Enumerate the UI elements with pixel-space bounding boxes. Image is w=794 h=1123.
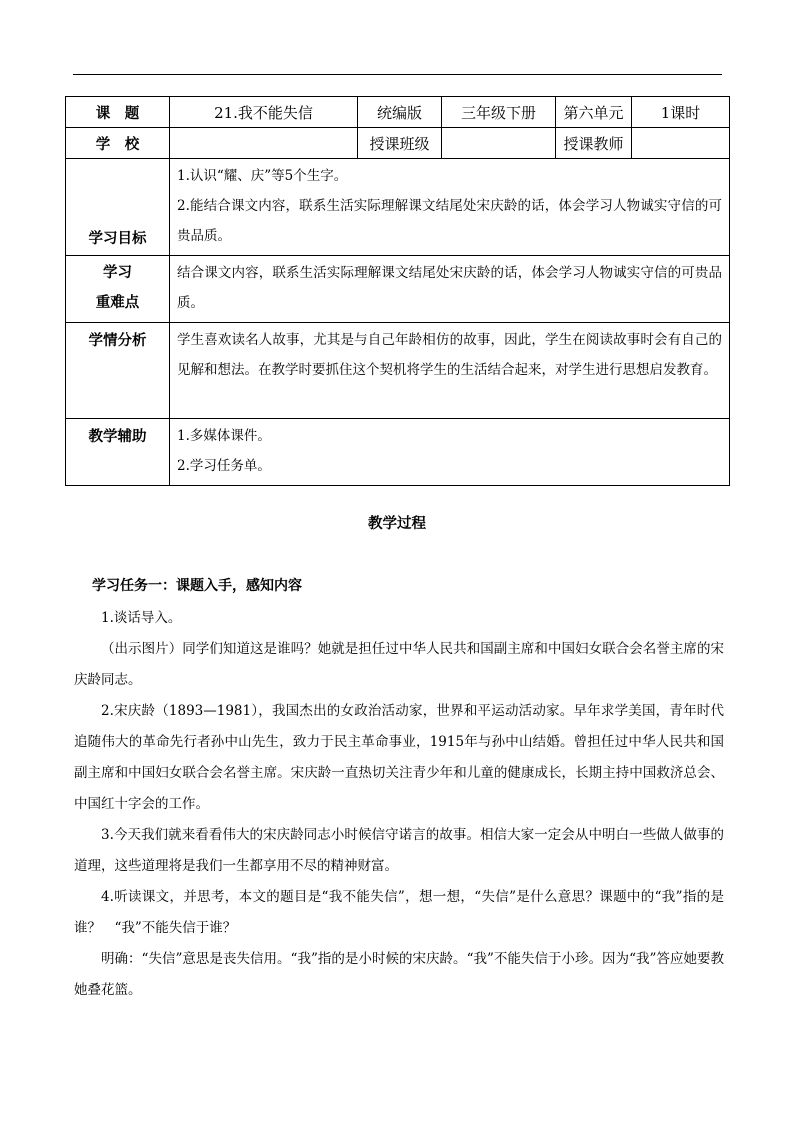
table-row — [66, 159, 730, 256]
key-points-text: 结合课文内容，联系生活实际理解课文结尾处宋庆龄的话，体会学习人物诚实守信的可贵品质。 — [177, 265, 722, 311]
table-row — [66, 323, 730, 419]
hours-value: 1课时 — [632, 97, 730, 128]
process-paragraph: （出示图片）同学们知道这是谁吗？她就是担任过中华人民共和国副主席和中国妇女联合会名誉主席的宋庆龄同志。 — [74, 641, 724, 688]
school-value — [170, 128, 358, 159]
lesson-info-table — [65, 96, 730, 486]
header-rule — [73, 74, 722, 75]
analysis-text: 学生喜欢读名人故事，尤其是与自己年龄相仿的故事，因此，学生在阅读故事时会有自己的见解和想法。在教学时要抓住这个契机将学生的生活结合起来，对学生进行思想启发教育。 — [177, 332, 722, 378]
process-paragraph: 2.宋庆龄（1893—1981），我国杰出的女政治活动家，世界和平运动活动家。早年求学美国，青年时代追随伟大的革命先行者孙中山先生，致力于民主革命事业，1915年与孙中山结婚。曾担任过中华人民共和国副主席和中国妇女联合会名誉主席。宋庆龄一直热切关注青少年和儿童的健康成长，长期主持中国救济总会、中国红十字会的工作。 — [74, 703, 724, 812]
objectives-content — [170, 159, 730, 256]
teacher-value — [632, 128, 730, 159]
process-paragraph: 3.今天我们就来看看伟大的宋庆龄同志小时候信守诺言的故事。相信大家一定会从中明白一些做人做事的道理，这些道理将是我们一生都享用不尽的精神财富。 — [74, 827, 724, 874]
aid-item: 1.多媒体课件。 — [177, 428, 271, 444]
key-points-label — [66, 256, 170, 323]
lesson-title: 21.我不能失信 — [170, 97, 358, 128]
process-body — [74, 575, 724, 1006]
process-paragraph: 4.听读课文，并思考，本文的题目是“我不能失信”，想一想，“失信”是什么意思？课题中的“我”指的是谁？ “我”不能失信于谁？ — [74, 889, 724, 936]
table-row — [66, 419, 730, 486]
process-paragraph: 1.谈话导入。 — [101, 610, 182, 626]
analysis-content — [170, 323, 730, 419]
key-points-label-line2: 重难点 — [95, 295, 140, 311]
task-title: 学习任务一：课题入手，感知内容 — [92, 578, 302, 594]
teacher-label: 授课教师 — [556, 128, 632, 159]
process-title: 教学过程 — [368, 516, 426, 532]
school-label: 学 校 — [66, 128, 170, 159]
table-row — [66, 97, 730, 128]
course-label: 课 题 — [66, 97, 170, 128]
process-paragraph: 明确：“失信”意思是丧失信用。“我”指的是小时候的宋庆龄。“我”不能失信于小珍。因为“我”答应她要教她叠花篮。 — [74, 951, 724, 998]
aids-content — [170, 419, 730, 486]
table-row — [66, 256, 730, 323]
table-row — [66, 128, 730, 159]
edition-value: 统编版 — [358, 97, 442, 128]
analysis-label: 学情分析 — [66, 323, 170, 419]
objectives-label: 学习目标 — [66, 159, 170, 256]
objective-item: 1.认识“耀、庆”等5个生字。 — [177, 168, 348, 184]
grade-value: 三年级下册 — [442, 97, 556, 128]
unit-value: 第六单元 — [556, 97, 632, 128]
class-label: 授课班级 — [358, 128, 442, 159]
aid-item: 2.学习任务单。 — [177, 458, 271, 474]
key-points-label-line1: 学习 — [103, 265, 132, 281]
objective-item: 2.能结合课文内容，联系生活实际理解课文结尾处宋庆龄的话，体会学习人物诚实守信的可贵品质。 — [177, 198, 722, 244]
aids-label: 教学辅助 — [66, 419, 170, 486]
class-value — [442, 128, 556, 159]
key-points-content — [170, 256, 730, 323]
